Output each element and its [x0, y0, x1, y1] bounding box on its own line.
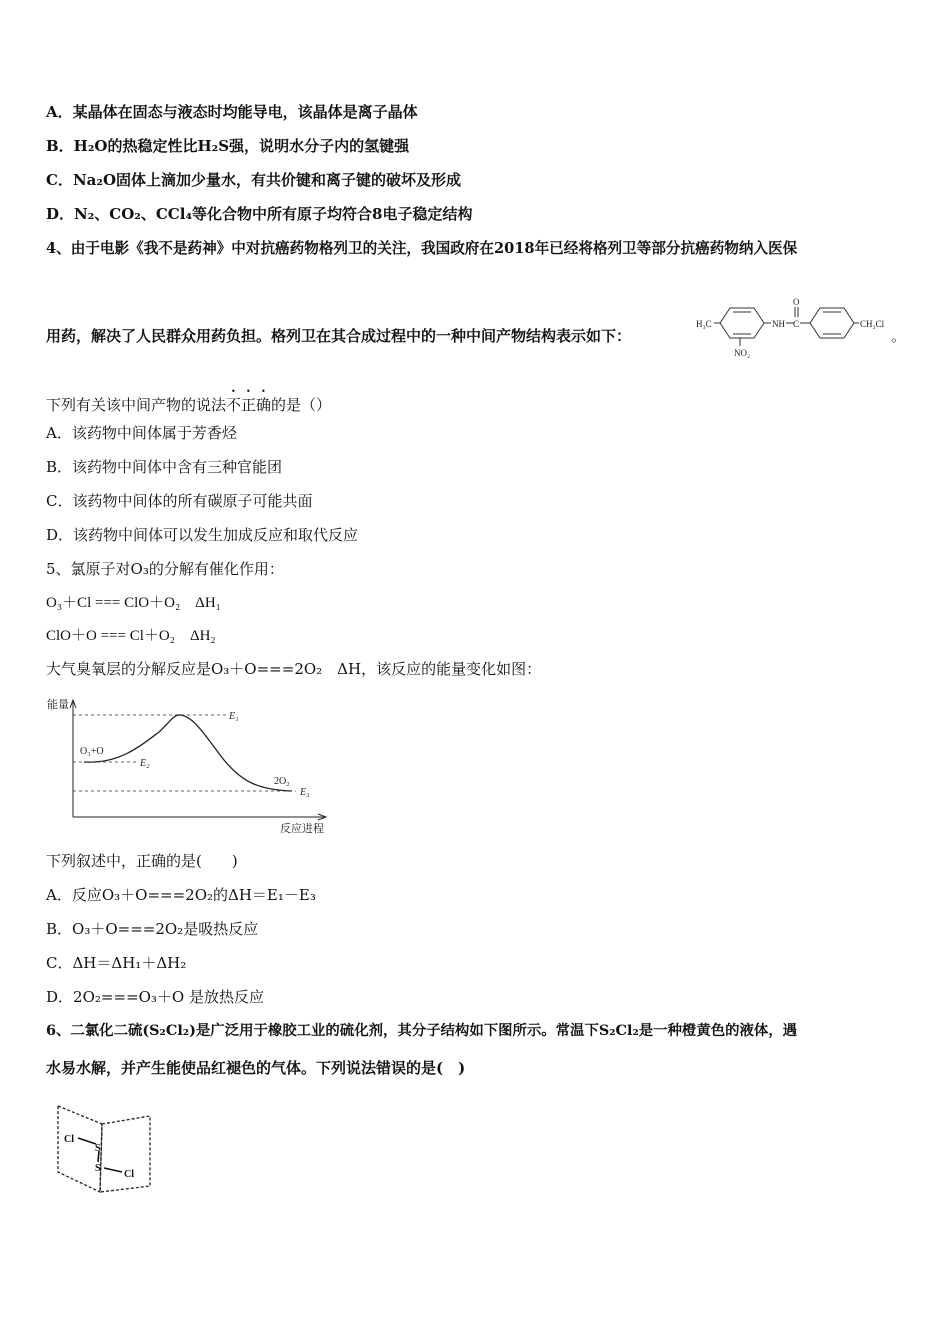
- s-bottom-label: S: [95, 1163, 101, 1174]
- q4-option-a: A．该药物中间体属于芳香烃: [46, 424, 237, 442]
- q3-option-b: B．H₂O的热稳定性比H₂S强，说明水分子内的氢键强: [46, 137, 410, 155]
- q4-question-pre: 下列有关该中间产物的说法: [46, 396, 227, 414]
- reactant-label: O₃+O: [80, 746, 104, 757]
- no2-label: NO₂: [734, 348, 751, 358]
- q4-option-d: D．该药物中间体可以发生加成反应和取代反应: [46, 526, 359, 544]
- q4-question: [46, 387, 331, 415]
- q3-option-d: D．N₂、CO₂、CCl₄等化合物中所有原子均符合8电子稳定结构: [46, 205, 473, 223]
- q5-option-a: A．反应O₃＋O===2O₂的ΔH＝E₁－E₃: [46, 886, 316, 904]
- q4-molecule-structure: [696, 296, 896, 364]
- q4-question-post: 的是（）: [271, 396, 332, 414]
- carbonyl-o-label: O: [793, 297, 800, 307]
- q4-stem-line1: 4、由于电影《我不是药神》中对抗癌药物格列卫的关注，我国政府在2018年已经将格列卫等部分抗癌药物纳入医保: [46, 240, 798, 257]
- product-label: 2O₂: [274, 776, 290, 787]
- q4-stem-end: 。: [891, 327, 907, 345]
- q5-option-b: B．O₃＋O===2O₂是吸热反应: [46, 920, 259, 938]
- x-axis-label: 反应进程: [280, 823, 324, 835]
- q3-option-c: C．Na₂O固体上滴加少量水，有共价键和离子键的破坏及形成: [46, 171, 462, 189]
- q4-option-c: C．该药物中间体的所有碳原子可能共面: [46, 492, 313, 510]
- q5-option-d: D．2O₂===O₃＋O 是放热反应: [46, 988, 264, 1006]
- q5-stem: 5、氯原子对O₃的分解有催化作用：: [46, 560, 284, 578]
- e1-label: E₁: [229, 711, 239, 722]
- q5-option-c: C．ΔH＝ΔH₁＋ΔH₂: [46, 954, 187, 972]
- s2cl2-structure-diagram: [52, 1100, 162, 1200]
- q5-equation-1: O₃＋Cl === ClO＋O₂ ΔH₁: [46, 595, 221, 611]
- e2-label: E₂: [140, 758, 150, 769]
- energy-diagram: [44, 692, 344, 842]
- q5-question: 下列叙述中，正确的是( ): [46, 852, 238, 870]
- q3-option-a: A．某晶体在固态与液态时均能导电，该晶体是离子晶体: [46, 103, 418, 121]
- carbonyl-c-label: C: [793, 319, 800, 329]
- energy-curve: [84, 715, 292, 791]
- q6-stem-line1: 6、二氯化二硫(S₂Cl₂)是广泛用于橡胶工业的硫化剂，其分子结构如下图所示。常温下S₂Cl₂是一种橙黄色的液体，遇: [46, 1022, 798, 1039]
- ch3-label: H₃C: [696, 319, 712, 329]
- q5-stem2: 大气臭氧层的分解反应是O₃＋O===2O₂ ΔH，该反应的能量变化如图：: [46, 660, 542, 678]
- plane-right: [100, 1116, 150, 1192]
- cl-top-label: Cl: [64, 1134, 74, 1145]
- cl-bottom-label: Cl: [124, 1169, 134, 1180]
- q6-stem-line2: 水易水解，并产生能使品红褪色的气体。下列说法错误的是( ): [46, 1059, 466, 1077]
- q4-question-emph: 不正确: [226, 396, 272, 414]
- q4-option-b: B．该药物中间体中含有三种官能团: [46, 458, 283, 476]
- q4-stem-line2: 用药，解决了人民群众用药负担。格列卫在其合成过程中的一种中间产物结构表示如下：: [46, 327, 632, 345]
- nh-label: NH: [772, 319, 785, 329]
- q5-equation-2: ClO＋O === Cl＋O₂ ΔH₂: [46, 628, 216, 644]
- s-top-label: S: [95, 1143, 101, 1154]
- y-axis-label: 能量: [47, 699, 69, 711]
- e3-label: E₃: [300, 787, 310, 798]
- ch2cl-label: CH₂Cl: [860, 319, 885, 329]
